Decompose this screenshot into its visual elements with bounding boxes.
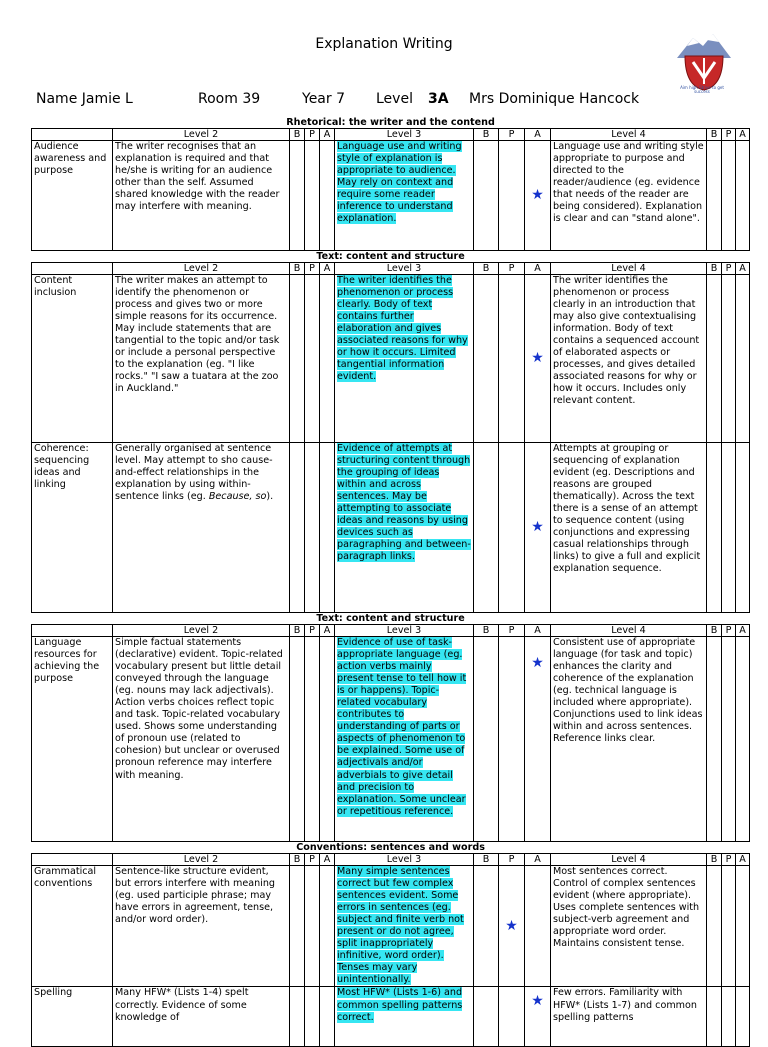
level4-descriptor: Consistent use of appropriate language (for task and topic) enhances the clarity and coherence of the explanation (eg. technical language is included where appropriate). Conjunctions used to link ideas within and across sentences. Reference links clear.	[551, 637, 707, 842]
level-header-row: Level 2 B P A Level 3 B P A Level 4 B P A	[32, 263, 750, 275]
level2-descriptor: Simple factual statements (declarative) evident. Topic-related vocabulary present but little detail conveyed through the language (eg. nouns may lack adjectivals). Action verbs choices reflect topic and task. Topic-related vocabulary used. Shows some understanding of pronoun use (related to cohesion) but unclear or overused pronoun reference may interfere with meaning.	[113, 637, 290, 842]
level4-descriptor: Few errors. Familiarity with HFW* (Lists 1-7) and common spelling patterns	[551, 987, 707, 1047]
level4-descriptor: Attempts at grouping or sequencing of explanation evident (eg. Descriptions and reasons are grouped thematically). Across the text there is a sense of an attempt to sequence content (using conjunctions and expressing casual relationships through links) to give a full and explicit explanation sequence.	[551, 443, 707, 613]
section-header-text-content-2: Text: content and structure	[316, 613, 465, 624]
section-header-text-content-1: Text: content and structure	[316, 251, 465, 262]
star-icon: ★	[525, 637, 551, 842]
year-level: Year 7	[302, 91, 345, 107]
section-header-conventions: Conventions: sentences and words	[296, 842, 485, 853]
level3-descriptor: The writer identifies the phenomenon or process clearly. Body of text contains further elaboration and gives associated reasons for why or how it occurs. Limited tangential information evident.	[337, 275, 468, 383]
student-name: Name Jamie L	[36, 91, 133, 107]
level-header-row: Level 2 B P A Level 3 B P A Level 4 B P A	[32, 625, 750, 637]
star-icon: ★	[525, 987, 551, 1047]
document-title: Explanation Writing	[315, 36, 453, 52]
level2-descriptor: Many HFW* (Lists 1-4) spelt correctly. Evidence of some knowledge of	[113, 987, 290, 1047]
criterion-label: Grammatical conventions	[32, 866, 113, 987]
level2-descriptor: Generally organised at sentence level. May attempt to sho cause-and-effect relationships in the explanation by using within-sentence links (eg. Because, so).	[113, 443, 290, 613]
rubric-row-spelling	[32, 987, 750, 1047]
level3-descriptor: Evidence of attempts at structuring content through the grouping of ideas within and across sentences. May be attempting to associate ideas and reasons by using devices such as paragraphing and between-paragraph links.	[337, 443, 471, 563]
level3-descriptor: Most HFW* (Lists 1-6) and common spelling patterns correct.	[337, 987, 463, 1023]
rubric-row-content	[32, 275, 750, 443]
level-header-row: Level 2 B P A Level 3 B P A Level 4 B P A	[32, 129, 750, 141]
criterion-label: Audience awareness and purpose	[32, 141, 113, 251]
level4-descriptor: The writer identifies the phenomenon or process clearly in an introduction that may also give contextualising information. Body of text contains a sequenced account of elaborated aspects or processes, and gives detailed associated reasons for why or how it occurs. Includes only relevant content.	[551, 275, 707, 443]
student-info-bar	[36, 91, 736, 111]
level4-header: Level 4	[551, 129, 707, 141]
star-icon: ★	[499, 866, 525, 987]
criterion-label: Spelling	[32, 987, 113, 1047]
star-icon: ★	[525, 443, 551, 613]
criterion-label: Content inclusion	[32, 275, 113, 443]
level2-descriptor: Sentence-like structure evident, but errors interfere with meaning (eg. used participle phrase; may have errors in agreement, tense, and/or word order).	[113, 866, 290, 987]
level4-descriptor: Language use and writing style appropriate to purpose and directed to the reader/audience (eg. evidence that needs of the reader are being considered). Explanation is clear and can "stand alone".	[551, 141, 707, 251]
rubric-row-coherence	[32, 443, 750, 613]
criterion-label: Coherence: sequencing ideas and linking	[32, 443, 113, 613]
level2-header: Level 2	[113, 129, 290, 141]
section-header-rhetorical: Rhetorical: the writer and the contend	[286, 117, 495, 128]
rubric-table	[31, 117, 750, 1047]
room-number: Room 39	[198, 91, 261, 107]
star-icon: ★	[525, 275, 551, 443]
star-icon: ★	[525, 141, 551, 251]
level3-descriptor: Many simple sentences correct but few complex sentences evident. Some errors in sentences (eg. subject and finite verb not present or do not agree, split inappropriately infinitive, word order). Tenses may vary unintentionally.	[337, 866, 464, 986]
level4-descriptor: Most sentences correct. Control of complex sentences evident (where appropriate). Uses complete sentences with subject-verb agreement and appropriate word order. Maintains consistent tense.	[551, 866, 707, 987]
level3-header: Level 3	[335, 129, 474, 141]
logo-caption: Aim high Strive to get success	[680, 85, 724, 94]
level2-descriptor: The writer makes an attempt to identify the phenomenon or process and gives two or more simple reasons for its occurrence. May include statements that are tangential to the topic and/or task or include a personal perspective to the explanation (eg. "I like rocks." "I saw a tuatara at the zoo in Auckland."	[113, 275, 290, 443]
level-label: Level	[376, 91, 413, 107]
criterion-label: Language resources for achieving the purpose	[32, 637, 113, 842]
teacher-name: Mrs Dominique Hancock	[469, 91, 640, 107]
rubric-row-audience	[32, 141, 750, 251]
rubric-row-language	[32, 637, 750, 842]
level-value: 3A	[428, 91, 449, 107]
level-header-row: Level 2 B P A Level 3 B P A Level 4 B P A	[32, 854, 750, 866]
level3-descriptor: Language use and writing style of explanation is appropriate to audience. May rely on context and require some reader inference to understand explanation.	[337, 141, 462, 225]
level3-descriptor: Evidence of use of task-appropriate language (eg. action verbs mainly present tense to tell how it is or happens). Topic-related vocabulary contributes to understanding of parts or aspects of phenomenon to be explained. Some use of adjectivals and/or adverbials to give detail and precision to explanation. Some unclear or repetitious reference.	[337, 637, 467, 817]
rubric-row-grammar	[32, 866, 750, 987]
level2-descriptor: The writer recognises that an explanation is required and that he/she is writing for an audience other than the self. Assumed shared knowledge with the reader may interfere with meaning.	[113, 141, 290, 251]
